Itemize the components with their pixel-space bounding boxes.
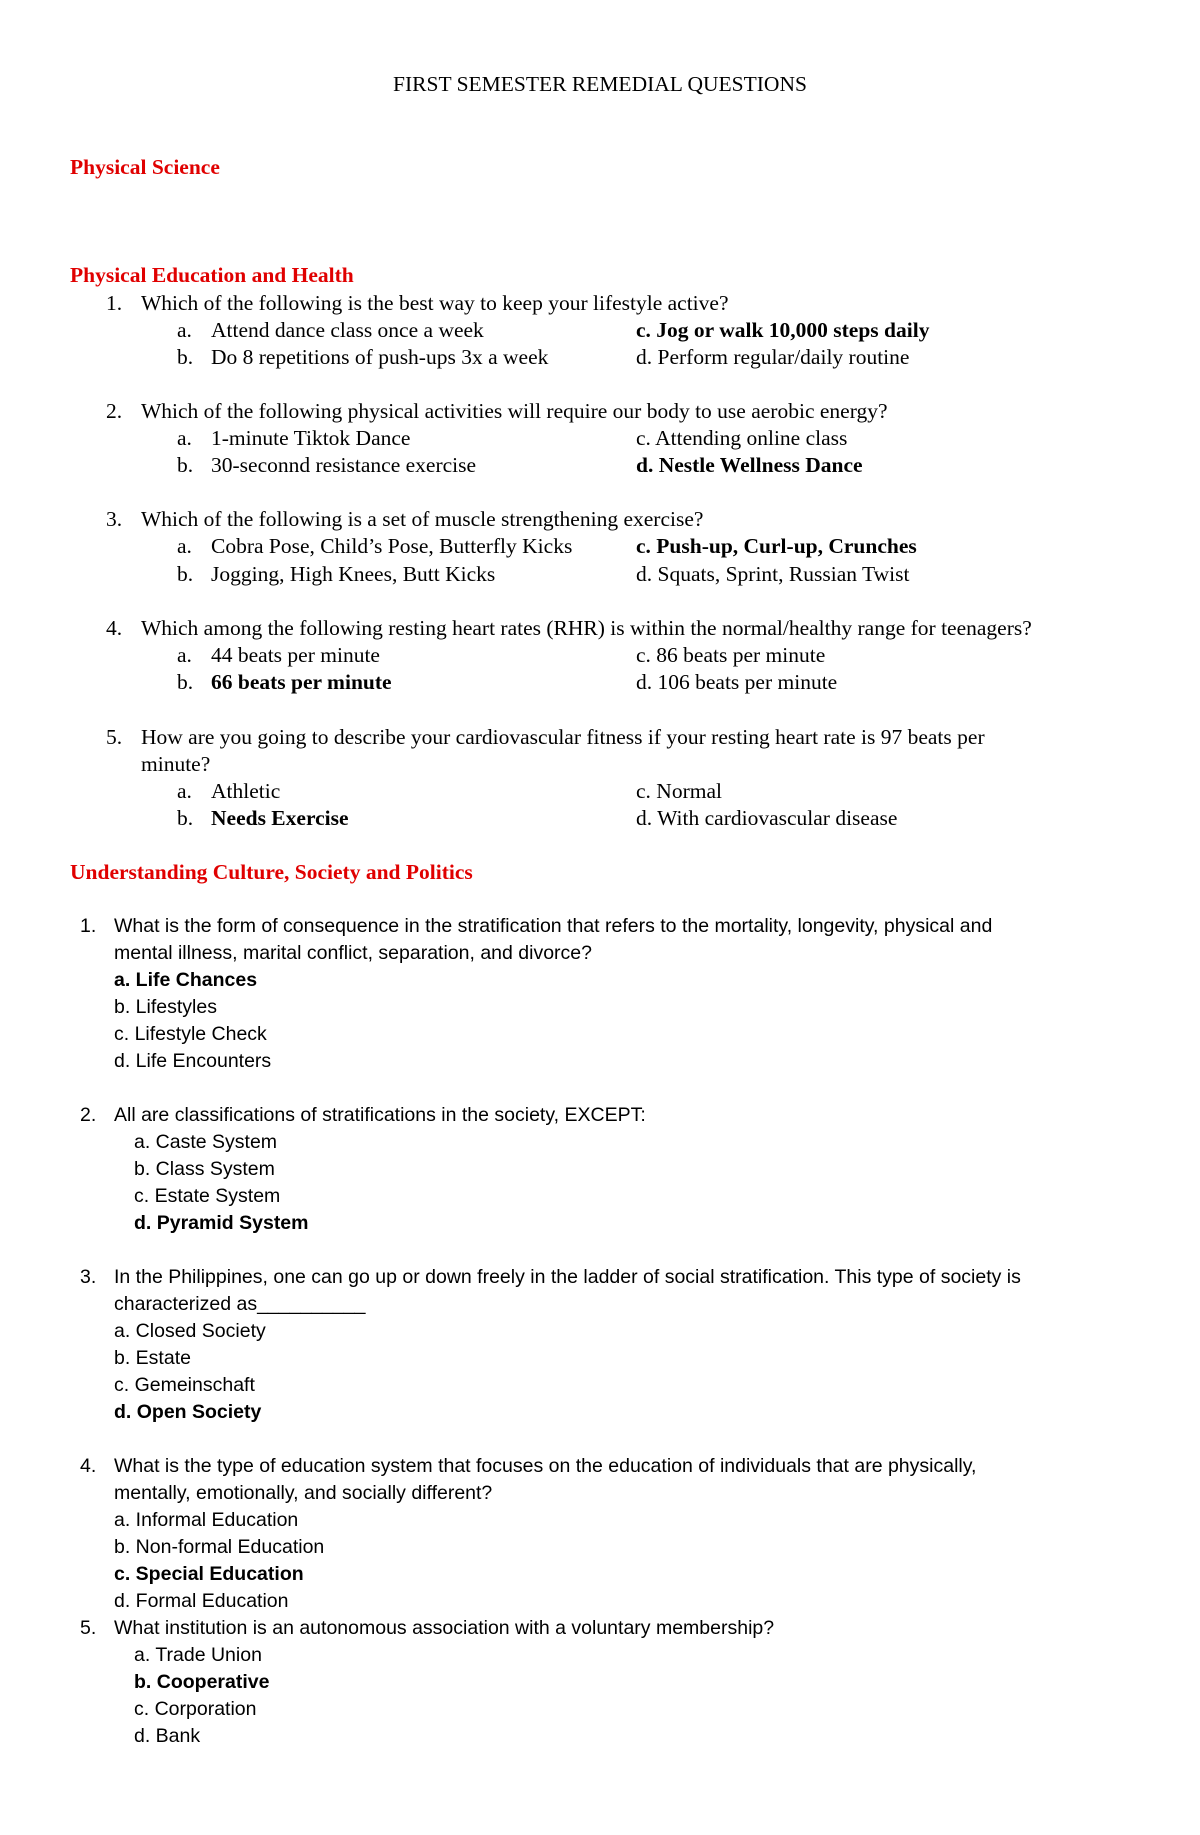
- answer-option: d. Open Society: [114, 1401, 262, 1423]
- option-text: c. Attending online class: [636, 426, 848, 450]
- option-text: c. Estate System: [134, 1185, 281, 1207]
- option-text: a. Trade Union: [134, 1644, 262, 1666]
- option-label: b.: [177, 806, 194, 830]
- answer-option: c. Special Education: [114, 1563, 304, 1585]
- question-text: All are classifications of stratifications in the society, EXCEPT:: [114, 1104, 646, 1126]
- option-label: b.: [177, 562, 194, 586]
- option-label: a.: [177, 318, 192, 342]
- option-text: d. Perform regular/daily routine: [636, 345, 910, 369]
- question-text: Which of the following is the best way to keep your lifestyle active?: [141, 291, 729, 315]
- option-text: 1-minute Tiktok Dance: [211, 426, 411, 450]
- question-number: 1.: [106, 291, 123, 315]
- option-text: b. Class System: [134, 1158, 275, 1180]
- question-number: 4.: [80, 1455, 97, 1477]
- option-text: d. 106 beats per minute: [636, 670, 838, 694]
- option-label: b.: [177, 453, 194, 477]
- answer-option: b. Cooperative: [134, 1671, 270, 1693]
- document-title: FIRST SEMESTER REMEDIAL QUESTIONS: [393, 72, 807, 96]
- answer-option: Needs Exercise: [211, 806, 349, 830]
- option-text: Jogging, High Knees, Butt Kicks: [211, 562, 496, 586]
- option-text: b. Non-formal Education: [114, 1536, 325, 1558]
- option-text: 30-seconnd resistance exercise: [211, 453, 477, 477]
- question-number: 3.: [80, 1266, 97, 1288]
- question-number: 1.: [80, 915, 97, 937]
- option-text: d. With cardiovascular disease: [636, 806, 898, 830]
- option-text: Do 8 repetitions of push-ups 3x a week: [211, 345, 549, 369]
- option-text: d. Life Encounters: [114, 1050, 272, 1072]
- question-text: Which of the following physical activities will require our body to use aerobic energy?: [141, 399, 888, 423]
- section-heading-physical-science: Physical Science: [70, 155, 220, 179]
- question-text: mental illness, marital conflict, separation, and divorce?: [114, 942, 592, 964]
- section-heading-ucsp: Understanding Culture, Society and Politics: [70, 860, 473, 884]
- option-text: c. Lifestyle Check: [114, 1023, 267, 1045]
- answer-option: 66 beats per minute: [211, 670, 392, 694]
- option-text: d. Formal Education: [114, 1590, 289, 1612]
- option-text: c. Gemeinschaft: [114, 1374, 255, 1396]
- question-text: Which among the following resting heart rates (RHR) is within the normal/healthy range for teenagers?: [141, 616, 1032, 640]
- option-text: b. Lifestyles: [114, 996, 217, 1018]
- answer-option: d. Pyramid System: [134, 1212, 309, 1234]
- option-text: d. Bank: [134, 1725, 201, 1747]
- question-number: 4.: [106, 616, 123, 640]
- question-number: 2.: [106, 399, 123, 423]
- question-text: characterized as__________: [114, 1293, 366, 1315]
- question-text: mentally, emotionally, and socially different?: [114, 1482, 493, 1504]
- option-text: c. 86 beats per minute: [636, 643, 826, 667]
- question-text: What is the form of consequence in the stratification that refers to the mortality, longevity, physical and: [114, 915, 993, 937]
- question-number: 3.: [106, 507, 123, 531]
- question-number: 5.: [106, 725, 123, 749]
- question-number: 2.: [80, 1104, 97, 1126]
- option-text: 44 beats per minute: [211, 643, 380, 667]
- option-text: Attend dance class once a week: [211, 318, 484, 342]
- option-text: a. Informal Education: [114, 1509, 299, 1531]
- option-label: b.: [177, 670, 194, 694]
- option-text: c. Corporation: [134, 1698, 257, 1720]
- option-text: Cobra Pose, Child’s Pose, Butterfly Kicks: [211, 534, 573, 558]
- option-text: Athletic: [211, 779, 281, 803]
- option-label: a.: [177, 534, 192, 558]
- answer-option: c. Push-up, Curl-up, Crunches: [636, 534, 917, 558]
- question-number: 5.: [80, 1617, 97, 1639]
- option-text: b. Estate: [114, 1347, 191, 1369]
- option-label: b.: [177, 345, 194, 369]
- option-text: d. Squats, Sprint, Russian Twist: [636, 562, 910, 586]
- question-text: minute?: [141, 752, 211, 776]
- option-text: a. Caste System: [134, 1131, 278, 1153]
- question-text: Which of the following is a set of muscle strengthening exercise?: [141, 507, 704, 531]
- section-heading-pe-health: Physical Education and Health: [70, 263, 354, 287]
- option-label: a.: [177, 779, 192, 803]
- answer-option: a. Life Chances: [114, 969, 258, 991]
- question-text: What is the type of education system that focuses on the education of individuals that are physically,: [114, 1455, 977, 1477]
- option-text: c. Normal: [636, 779, 722, 803]
- option-label: a.: [177, 643, 192, 667]
- answer-option: d. Nestle Wellness Dance: [636, 453, 863, 477]
- question-text: In the Philippines, one can go up or down freely in the ladder of social stratification. This type of society is: [114, 1266, 1021, 1288]
- question-text: How are you going to describe your cardiovascular fitness if your resting heart rate is 97 beats per: [141, 725, 985, 749]
- answer-option: c. Jog or walk 10,000 steps daily: [636, 318, 930, 342]
- option-text: a. Closed Society: [114, 1320, 266, 1342]
- question-text: What institution is an autonomous association with a voluntary membership?: [114, 1617, 775, 1639]
- option-label: a.: [177, 426, 192, 450]
